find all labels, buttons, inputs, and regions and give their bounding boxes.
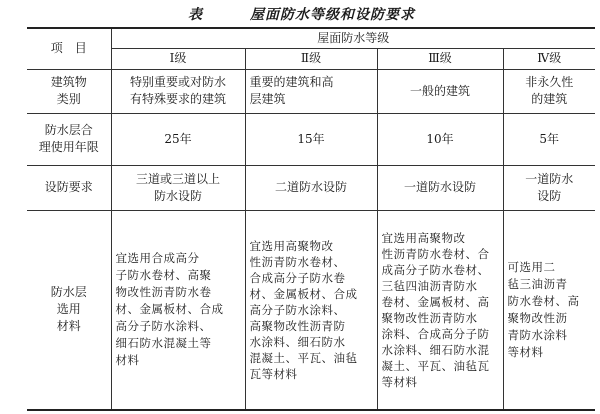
table-wrapper	[27, 27, 595, 411]
table-cell: 10年	[377, 113, 503, 165]
level-header-2: Ⅱ级	[245, 48, 377, 69]
level-header-4: Ⅳ级	[503, 48, 595, 69]
table-cell: 一道防水设防	[377, 165, 503, 210]
waterproof-grade-table	[27, 27, 595, 411]
table-cell: 5年	[503, 113, 595, 165]
grade-group-header: 屋面防水等级	[111, 28, 595, 48]
table-row-building-category	[27, 69, 595, 113]
table-cell: 特别重要或对防水 有特殊要求的建筑	[111, 69, 245, 113]
header-row-2	[27, 48, 595, 69]
row-label: 防水层合 理使用年限	[27, 113, 111, 165]
table-cell: 非永久性 的建筑	[503, 69, 595, 113]
item-header-cell: 项 目	[27, 28, 111, 69]
row-label: 设防要求	[27, 165, 111, 210]
table-cell: 宜选用合成高分 子防水卷材、高聚 物改性沥青防水卷 材、金属板材、合成 高分子防水涂料、 细石防水混凝土等 材料	[111, 210, 245, 410]
caption-title: 屋面防水等级和设防要求	[250, 7, 415, 23]
level-header-3: Ⅲ级	[377, 48, 503, 69]
table-cell: 25年	[111, 113, 245, 165]
table-row-fortification	[27, 165, 595, 210]
table-row-materials	[27, 210, 595, 410]
table-row-service-life	[27, 113, 595, 165]
row-label: 防水层 选用 材料	[27, 210, 111, 410]
table-cell: 15年	[245, 113, 377, 165]
table-cell: 二道防水设防	[245, 165, 377, 210]
table-cell: 可选用二 毡三油沥青 防水卷材、高 聚物改性沥 青防水涂料 等材料	[503, 210, 595, 410]
table-cell: 宜选用高聚物改 性沥青防水卷材、合 成高分子防水卷材、 三毡四油沥青防水 卷材、金属板材、高 聚物改性沥青防水 涂料、合成高分子防 水涂料、细石防水混 凝土、平瓦、油毡瓦 等材料	[377, 210, 503, 410]
table-caption	[0, 2, 600, 24]
header-row-1	[27, 28, 595, 48]
table-cell: 宜选用高聚物改 性沥青防水卷材、 合成高分子防水卷 材、金属板材、合成 高分子防水涂料、 高聚物改性沥青防 水涂料、细石防水 混凝土、平瓦、油毡 瓦等材料	[245, 210, 377, 410]
level-header-1: Ⅰ级	[111, 48, 245, 69]
table-cell: 一道防水 设防	[503, 165, 595, 210]
caption-label: 表	[188, 7, 202, 23]
table-cell: 重要的建筑和高 层建筑	[245, 69, 377, 113]
table-cell: 三道或三道以上 防水设防	[111, 165, 245, 210]
table-cell: 一般的建筑	[377, 69, 503, 113]
row-label: 建筑物 类别	[27, 69, 111, 113]
